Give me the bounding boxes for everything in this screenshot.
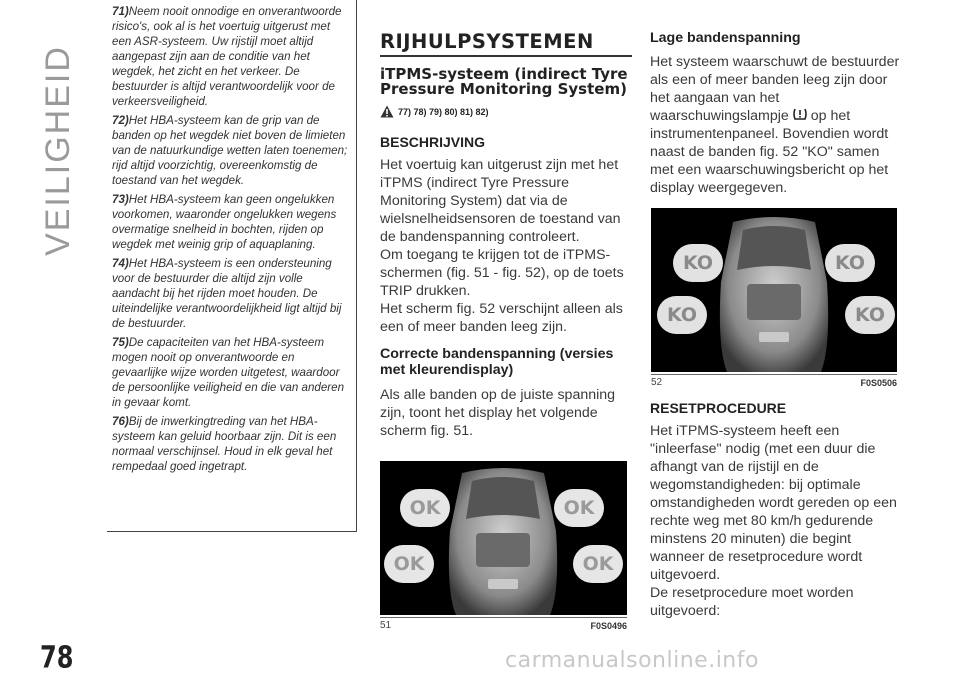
heading-resetprocedure: RESETPROCEDURE xyxy=(650,400,787,416)
note-74: 74)Het HBA-systeem is een ondersteuning voor de bestuurder die altijd zijn volle aandacht bij het rijden moet houden. De uiteindelijke verantwoordelijkheid ligt altijd bij de bestuurder. xyxy=(112,257,342,330)
reset-paragraph-1: Het iTPMS-systeem heeft een "inleerfase" nodig (met een duur die afhangt van de rijstijl en de wegomstandigheden: bij optimale omstandigheden wordt gereden op een rechte weg met 80 km/h gedurende minstens 20 minuten) die begint wanneer de resetprocedure wordt uitgevoerd. xyxy=(650,423,897,583)
beschrijving-paragraph-2: Om toegang te krijgen tot de iTPMS-schermen (fig. 51 - fig. 52), op de toets TRIP drukken. xyxy=(380,247,624,299)
side-chapter-title: VEILIGHEID xyxy=(38,44,77,256)
figure-code: F0S0506 xyxy=(860,377,897,388)
tire-pressure-warning-icon xyxy=(792,107,808,121)
badge-rear-left: KO xyxy=(657,296,707,334)
subsection-title: iTPMS-systeem (indirect Tyre Pressure Monitoring System) xyxy=(380,65,628,98)
badge-front-right: KO xyxy=(825,244,875,282)
figure-number: 51 xyxy=(380,620,392,631)
beschrijving-paragraph-1: Het voertuig kan uitgerust zijn met het iTPMS (indirect Tyre Pressure Monitoring System) dat via de wielsnelheidsensoren de toestand van de bandenspanning controleert. xyxy=(380,157,621,245)
figure-51-caption xyxy=(380,617,627,631)
column-3 xyxy=(650,30,900,197)
badge-front-left: KO xyxy=(673,244,723,282)
figure-code: F0S0496 xyxy=(590,620,627,631)
heading-lage-bandenspanning: Lage bandenspanning xyxy=(650,30,801,46)
correcte-bandenspanning-paragraph: Als alle banden op de juiste spanning zijn, toont het display het volgende scherm fig. 51. xyxy=(380,387,616,439)
lage-bandenspanning-paragraph: Het systeem waarschuwt de bestuurder als een of meer banden leeg zijn door het aangaan van het waarschuwingslampje op het instrumentenpaneel. Bovendien wordt naast de banden fig. 52 "KO" samen met een waarschuwingsbericht op het display weergegeven. xyxy=(650,54,900,196)
heading-beschrijving: BESCHRIJVING xyxy=(380,134,486,150)
figure-number: 52 xyxy=(651,377,663,388)
section-title: RIJHULPSYSTEMEN xyxy=(380,30,632,57)
beschrijving-paragraph-3: Het scherm fig. 52 verschijnt alleen als een of meer banden leeg zijn. xyxy=(380,301,623,335)
warning-triangle-icon xyxy=(380,105,394,118)
car-top-view-ok xyxy=(380,461,627,615)
badge-rear-left: OK xyxy=(384,545,434,583)
column-2 xyxy=(380,30,632,440)
figure-52-tpms-ko xyxy=(651,208,897,372)
note-75: 75)De capaciteiten van het HBA-systeem mogen nooit op onverantwoorde en gevaarlijke wijze worden uitgetest, waardoor de persoonlijke veiligheid en die van anderen in gevaar komt. xyxy=(112,336,345,409)
reset-section xyxy=(650,400,900,620)
badge-front-left: OK xyxy=(400,489,450,527)
car-top-view-ko xyxy=(651,208,897,372)
badge-rear-right: KO xyxy=(845,296,895,334)
notes-box xyxy=(107,0,357,532)
figure-51-tpms-ok xyxy=(380,461,627,615)
reset-paragraph-2: De resetprocedure moet worden uitgevoerd: xyxy=(650,585,854,619)
badge-front-right: OK xyxy=(554,489,604,527)
figure-52-caption xyxy=(651,374,897,388)
note-73: 73)Het HBA-systeem kan geen ongelukken voorkomen, waaronder ongelukken wegens overmatige snelheid in bochten, rijden op wegdek met weinig grip of aquaplaning. xyxy=(112,193,337,251)
note-72: 72)Het HBA-systeem kan de grip van de banden op het wegdek niet boven de limieten van de natuurkundige wetten laten toenemen; rijd altijd voorzichtig, overeenkomstig de toestand van het wegdek. xyxy=(112,114,348,187)
watermark-text: carmanualsonline.info xyxy=(505,648,759,673)
badge-rear-right: OK xyxy=(573,545,623,583)
warning-refs: 77) 78) 79) 80) 81) 82) xyxy=(380,105,632,118)
note-76: 76)Bij de inwerkingtreding van het HBA-systeem kan geluid hoorbaar zijn. Dit is een normaal verschijnsel. Houd in elk geval het rempedaal goed ingetrapt. xyxy=(112,415,337,473)
note-71: 71)Neem nooit onnodige en onverantwoorde risico's, ook al is het voertuig uitgerust met een ASR-systeem. Uw rijstijl moet altijd aangepast zijn aan de conditie van het wegdek, het zicht en het verkeer. De bestuurder is altijd verantwoordelijk voor de verkeersveiligheid. xyxy=(112,5,342,108)
heading-correcte-bandenspanning: Correcte bandenspanning (versies met kleurendisplay) xyxy=(380,346,614,378)
page-number: 78 xyxy=(40,640,74,675)
